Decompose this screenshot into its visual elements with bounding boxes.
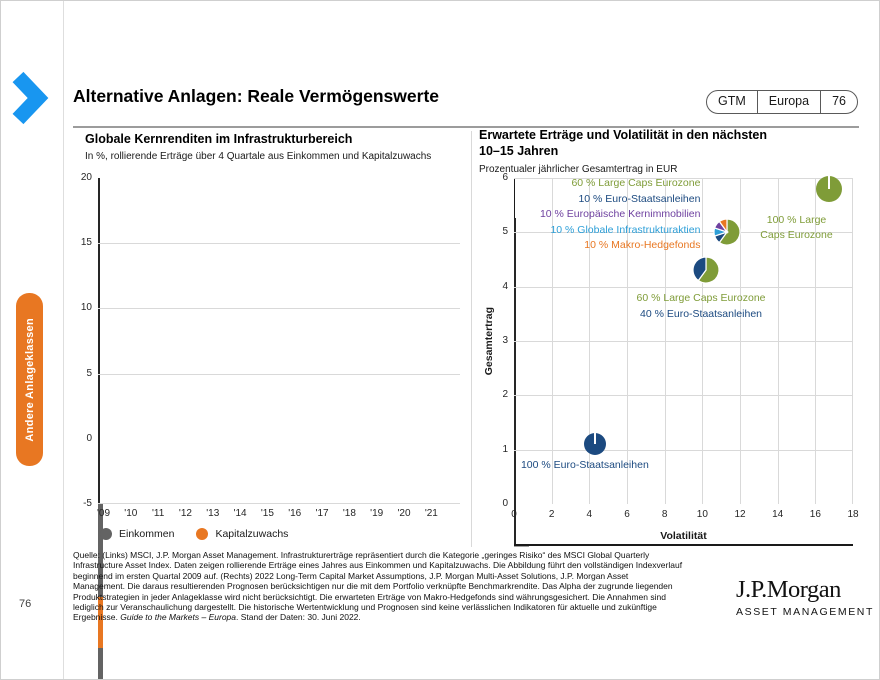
legend-item bbox=[100, 528, 174, 540]
x-tick-label: '21 bbox=[424, 508, 438, 519]
y-gridline bbox=[98, 308, 460, 309]
scatter-annotation bbox=[540, 176, 701, 254]
x-gridline bbox=[702, 178, 703, 504]
legend-marker bbox=[196, 528, 208, 540]
annotation-line: 40 % Euro-Staatsanleihen bbox=[640, 307, 762, 320]
y-tick-label: 0 bbox=[86, 432, 92, 444]
badge-gtm: GTM bbox=[718, 94, 746, 108]
y-tick-label: 6 bbox=[502, 172, 508, 183]
y-gridline bbox=[514, 341, 853, 342]
badge-page: 76 bbox=[820, 91, 857, 113]
x-tick-label: 10 bbox=[696, 509, 708, 520]
y-tick-label: 20 bbox=[80, 172, 92, 183]
y-tick-label: 0 bbox=[502, 498, 508, 509]
x-tick-label: 4 bbox=[586, 509, 593, 520]
x-tick-label: '20 bbox=[397, 508, 411, 519]
bar-chart-title: Globale Kernrenditen im Infrastrukturbereich bbox=[85, 132, 353, 146]
x-tick-label: '09 bbox=[96, 508, 111, 519]
legend-item bbox=[196, 528, 288, 540]
y-gridline bbox=[514, 287, 853, 288]
jpmorgan-logo bbox=[736, 576, 874, 618]
side-tab-label: Andere Anlageklassen bbox=[23, 317, 36, 442]
legend-label: Kapitalzuwachs bbox=[215, 528, 289, 540]
charts-divider bbox=[471, 131, 472, 547]
x-tick-label: 18 bbox=[847, 509, 859, 520]
x-axis-line bbox=[514, 544, 853, 546]
x-tick-label: '13 bbox=[206, 508, 220, 519]
y-gridline bbox=[514, 395, 853, 396]
legend-label: Einkommen bbox=[119, 528, 175, 540]
x-tick-label: 16 bbox=[809, 509, 821, 520]
footnote-line: Quelle: (Links) MSCI, J.P. Morgan Asset Management. Infrastrukturerträge repräsentiert durch die Kategorie „geringes Risiko“ des MSCI Global Quarterly bbox=[73, 550, 650, 560]
x-tick-label: '11 bbox=[151, 508, 165, 519]
y-axis-line bbox=[514, 218, 516, 544]
x-tick-label: '18 bbox=[342, 508, 356, 519]
scatter-point-pie bbox=[712, 217, 742, 247]
scatter-annotation bbox=[760, 213, 832, 244]
page-number: 76 bbox=[19, 598, 32, 610]
annotation-line: 10 % Europäische Kernimmobilien bbox=[539, 208, 701, 221]
gtm-badge bbox=[706, 90, 858, 114]
x-tick-label: 12 bbox=[734, 509, 746, 520]
callout-line bbox=[514, 546, 529, 547]
bar-chart-plot-area bbox=[80, 172, 460, 519]
y-tick-label: -5 bbox=[83, 498, 92, 509]
y-tick-label: 10 bbox=[80, 302, 92, 314]
y-tick-label: 5 bbox=[86, 367, 92, 379]
bar-chart-subtitle: In %, rollierende Erträge über 4 Quartale aus Einkommen und Kapitalzuwachs bbox=[85, 151, 432, 162]
x-tick-label: '12 bbox=[178, 508, 192, 519]
page-title: Alternative Anlagen: Reale Vermögenswerte bbox=[73, 86, 440, 106]
chevron-logo-icon bbox=[11, 71, 49, 125]
y-gridline bbox=[98, 374, 460, 375]
annotation-line: 10 % Euro-Staatsanleihen bbox=[578, 192, 701, 205]
y-tick-label: 5 bbox=[502, 226, 508, 238]
x-tick-label: 6 bbox=[624, 509, 630, 520]
y-gridline bbox=[98, 243, 460, 244]
left-margin-divider bbox=[63, 1, 64, 680]
y-tick-label: 4 bbox=[502, 280, 508, 292]
annotation-line: 60 % Large Caps Eurozone bbox=[571, 177, 701, 190]
scatter-title-line2: 10–15 Jahren bbox=[479, 144, 559, 158]
scatter-plot-area bbox=[502, 172, 859, 520]
scatter-title-line1: Erwartete Erträge und Volatilität in den nächsten bbox=[479, 128, 768, 142]
bar-income-segment bbox=[98, 648, 103, 680]
annotation-line: 100 % Euro-Staatsanleihen bbox=[520, 458, 649, 471]
scatter-point-pie bbox=[691, 255, 721, 285]
y-axis-line bbox=[98, 178, 100, 504]
annotation-line: 10 % Makro-Hedgefonds bbox=[584, 239, 701, 252]
x-gridline bbox=[852, 178, 853, 504]
scatter-point-pie bbox=[582, 431, 608, 457]
footnote-line: Produktstrategien in jeder Anlageklasse wird nicht berücksichtigt. Die erwarteten Erträge von Makro-Hedgefonds sind währungsgesichert. Die Annahmen sind bbox=[73, 591, 666, 602]
jpmorgan-logo-division: ASSET MANAGEMENT bbox=[736, 606, 875, 618]
y-tick-label: 2 bbox=[502, 389, 508, 401]
jpmorgan-logo-brand: J.P.Morgan bbox=[736, 576, 841, 603]
footnote-line: beginnend im ersten Quartal 2009 auf. (Rechts) 2022 Long-Term Capital Market Assumptions, J.P. Morgan Multi-Asset Solutions, J.P. Morgan Asset bbox=[73, 570, 629, 581]
x-tick-label: 14 bbox=[772, 509, 784, 520]
annotation-line: 10 % Globale Infrastrukturaktien bbox=[550, 223, 701, 236]
footnote-line: Infrastructure Asset Index. Daten zeigen rollierende Erträge eines Jahres aus Einkommen und Kapitalzuwachs. Die Abbildung führt den vollständigen Indexverlauf bbox=[73, 560, 683, 571]
x-tick-label: '15 bbox=[260, 508, 274, 519]
scatter-annotation bbox=[637, 291, 766, 322]
scatter-point-pie bbox=[814, 174, 844, 204]
footnote-line: Ergebnisse. Guide to the Markets – Europa. Stand der Daten: 30. Juni 2022. bbox=[73, 612, 361, 623]
footnote-line: lediglich zur Veranschaulichung dargestellt. Die historische Wertentwicklung und Prognosen sind keine verlässlichen Indikatoren für aktuelle und zukünftige bbox=[73, 602, 657, 613]
annotation-line: 100 % Large bbox=[766, 213, 827, 226]
x-tick-label: '14 bbox=[233, 508, 247, 519]
x-tick-label: 2 bbox=[548, 509, 555, 520]
annotation-line: Caps Eurozone bbox=[760, 229, 833, 242]
bar-chart-legend bbox=[100, 528, 288, 540]
y-tick-label: 15 bbox=[80, 237, 92, 249]
x-tick-label: '17 bbox=[315, 508, 329, 519]
source-footnote bbox=[73, 550, 682, 623]
scatter-annotation bbox=[521, 458, 649, 474]
x-tick-label: '16 bbox=[288, 508, 302, 519]
y-gridline bbox=[514, 450, 853, 451]
legend-marker bbox=[100, 528, 112, 540]
y-tick-label: 1 bbox=[502, 443, 508, 455]
x-tick-label: '19 bbox=[370, 508, 384, 519]
side-tab-andere-anlageklassen[interactable] bbox=[16, 293, 43, 466]
x-tick-label: 8 bbox=[661, 509, 668, 520]
scatter-x-axis-title: Volatilität bbox=[660, 530, 707, 542]
scatter-subtitle: Prozentualer jährlicher Gesamtertrag in EUR bbox=[479, 164, 678, 175]
footnote-line: Management. Die daraus resultierenden Prognosen berücksichtigen nur die mit dem Portfolio verknüpfte Benchmarkrendite. Das Alpha der zugrunde liegenden bbox=[73, 581, 673, 592]
scatter-y-axis-title: Gesamtertrag bbox=[483, 306, 495, 376]
annotation-line: 60 % Large Caps Eurozone bbox=[636, 292, 766, 304]
y-gridline bbox=[98, 503, 460, 504]
x-tick-label: 0 bbox=[511, 509, 517, 520]
y-tick-label: 3 bbox=[502, 335, 508, 346]
x-tick-label: '10 bbox=[124, 508, 138, 519]
badge-region: Europa bbox=[757, 91, 820, 113]
